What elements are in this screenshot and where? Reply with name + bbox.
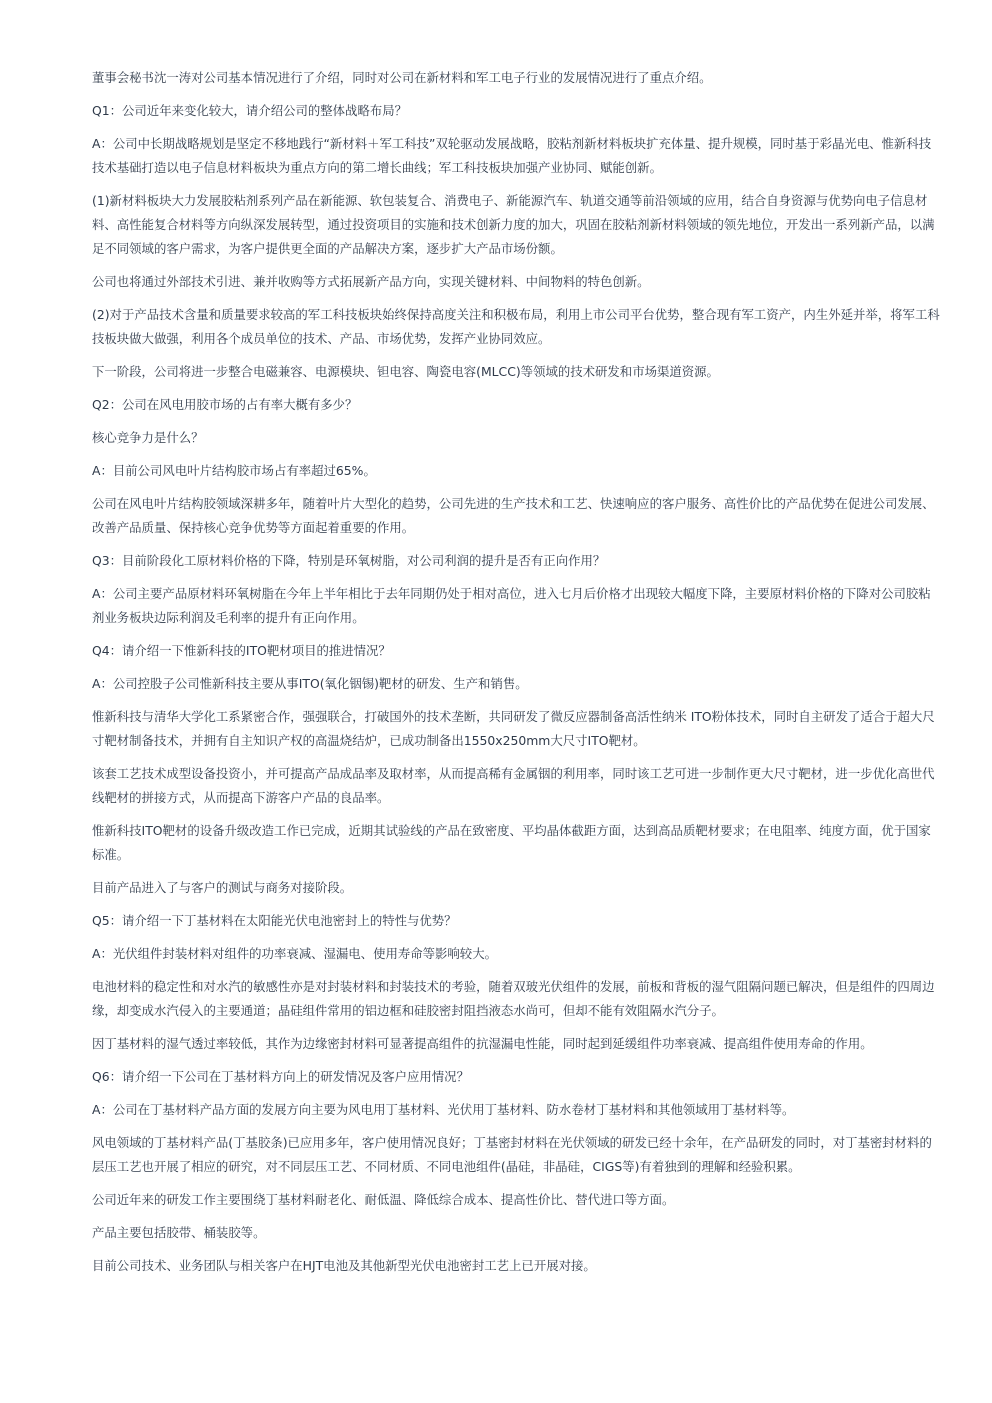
question-q4: Q4：请介绍一下惟新科技的ITO靶材项目的推进情况？ [92,643,391,658]
answer-q2: A：目前公司风电叶片结构胶市场占有率超过65%。 [92,463,376,478]
answer-q5: A：光伏组件封装材料对组件的功率衰减、湿漏电、使用寿命等影响较大。 [92,946,497,961]
intro-paragraph: 董事会秘书沈一涛对公司基本情况进行了介绍，同时对公司在新材料和军工电子行业的发展情况进行了重点介绍。 [92,70,712,85]
answer-q3: A：公司主要产品原材料环氧树脂在今年上半年相比于去年同期仍处于相对高位，进入七月后价格才出现较大幅度下降，主要原材料价格的下降对公司胶粘剂业务板块边际利润及毛利率的提升有正向作用。 [92,586,931,625]
answer-q6-products: 产品主要包括胶带、桶装胶等。 [92,1225,266,1240]
answer-q1: A：公司中长期战略规划是坚定不移地践行“新材料＋军工科技”双轮驱动发展战略，胶粘剂新材料板块扩充体量、提升规模，同时基于彩晶光电、惟新科技技术基础打造以电子信息材料板块为重点方向的第二增长曲线；军工科技板块加强产业协同、赋能创新。 [92,136,932,175]
answer-q4-cooperation: 惟新科技与清华大学化工系紧密合作，强强联合，打破国外的技术垄断，共同研发了微反应器制备高活性纳米 ITO粉体技术，同时自主研发了适合于超大尺寸靶材制备技术，并拥有自主知识产权的高温烧结炉，已成功制备出1550x250mm大尺寸ITO靶材。 [92,709,935,748]
answer-q4: A：公司控股子公司惟新科技主要从事ITO(氧化铟锡)靶材的研发、生产和销售。 [92,676,528,691]
answer-q1-note: 公司也将通过外部技术引进、兼并收购等方式拓展新产品方向，实现关键材料、中间物料的特色创新。 [92,274,650,289]
answer-q4-upgrade: 惟新科技ITO靶材的设备升级改造工作已完成，近期其试验线的产品在致密度、平均晶体截距方面，达到高品质靶材要求；在电阻率、纯度方面，优于国家标准。 [92,823,931,862]
question-q5: Q5：请介绍一下丁基材料在太阳能光伏电池密封上的特性与优势？ [92,913,457,928]
question-q3: Q3：目前阶段化工原材料价格的下降，特别是环氧树脂，对公司利润的提升是否有正向作用？ [92,553,606,568]
answer-q5-detail: 电池材料的稳定性和对水汽的敏感性亦是对封装材料和封装技术的考验，随着双玻光伏组件的发展，前板和背板的湿气阻隔问题已解决，但是组件的四周边缘，却变成水汽侵入的主要通道；晶硅组件常用的铝边框和硅胶密封阻挡液态水尚可，但却不能有效阻隔水汽分子。 [92,979,935,1018]
answer-q6: A：公司在丁基材料产品方面的发展方向主要为风电用丁基材料、光伏用丁基材料、防水卷材丁基材料和其他领域用丁基材料等。 [92,1102,795,1117]
question-q2: Q2：公司在风电用胶市场的占有率大概有多少？ [92,397,358,412]
answer-q5-advantage: 因丁基材料的湿气透过率较低，其作为边缘密封材料可显著提高组件的抗湿漏电性能，同时起到延缓组件功率衰减、提高组件使用寿命的作用。 [92,1036,873,1051]
answer-q4-status: 目前产品进入了与客户的测试与商务对接阶段。 [92,880,353,895]
question-q2-followup: 核心竞争力是什么？ [92,430,204,445]
answer-q2-detail: 公司在风电叶片结构胶领域深耕多年，随着叶片大型化的趋势，公司先进的生产技术和工艺、快速响应的客户服务、高性价比的产品优势在促进公司发展、改善产品质量、保持核心竞争优势等方面起着重要的作用。 [92,496,935,535]
question-q1: Q1：公司近年来变化较大，请介绍公司的整体战略布局？ [92,103,408,118]
answer-q1-point-2: (2)对于产品技术含量和质量要求较高的军工科技板块始终保持高度关注和积极布局，利用上市公司平台优势，整合现有军工资产，内生外延并举，将军工科技板块做大做强，利用各个成员单位的技术、产品、市场优势，发挥产业协同效应。 [92,307,940,346]
answer-q1-point-1: (1)新材料板块大力发展胶粘剂系列产品在新能源、软包装复合、消费电子、新能源汽车、轨道交通等前沿领域的应用，结合自身资源与优势向电子信息材料、高性能复合材料等方向纵深发展转型，通过投资项目的实施和技术创新力度的加大，巩固在胶粘剂新材料领域的领先地位，开发出一系列新产品，以满足不同领域的客户需求，为客户提供更全面的产品解决方案，逐步扩大产品市场份额。 [92,193,935,256]
answer-q6-wind: 风电领域的丁基材料产品(丁基胶条)已应用多年，客户使用情况良好；丁基密封材料在光伏领域的研发已经十余年，在产品研发的同时，对丁基密封材料的层压工艺也开展了相应的研究，对不同层压工艺、不同材质、不同电池组件(晶硅，非晶硅，CIGS等)有着独到的理解和经验积累。 [92,1135,932,1174]
answer-q6-hjt: 目前公司技术、业务团队与相关客户在HJT电池及其他新型光伏电池密封工艺上已开展对接。 [92,1258,596,1273]
answer-q6-research: 公司近年来的研发工作主要围绕丁基材料耐老化、耐低温、降低综合成本、提高性价比、替代进口等方面。 [92,1192,675,1207]
answer-q4-process: 该套工艺技术成型设备投资小，并可提高产品成品率及取材率，从而提高稀有金属铟的利用率，同时该工艺可进一步制作更大尺寸靶材，进一步优化高世代线靶材的拼接方式，从而提高下游客户产品的良品率。 [92,766,935,805]
question-q6: Q6：请介绍一下公司在丁基材料方向上的研发情况及客户应用情况？ [92,1069,469,1084]
answer-q1-next-stage: 下一阶段，公司将进一步整合电磁兼容、电源模块、钽电容、陶瓷电容(MLCC)等领域的技术研发和市场渠道资源。 [92,364,719,379]
